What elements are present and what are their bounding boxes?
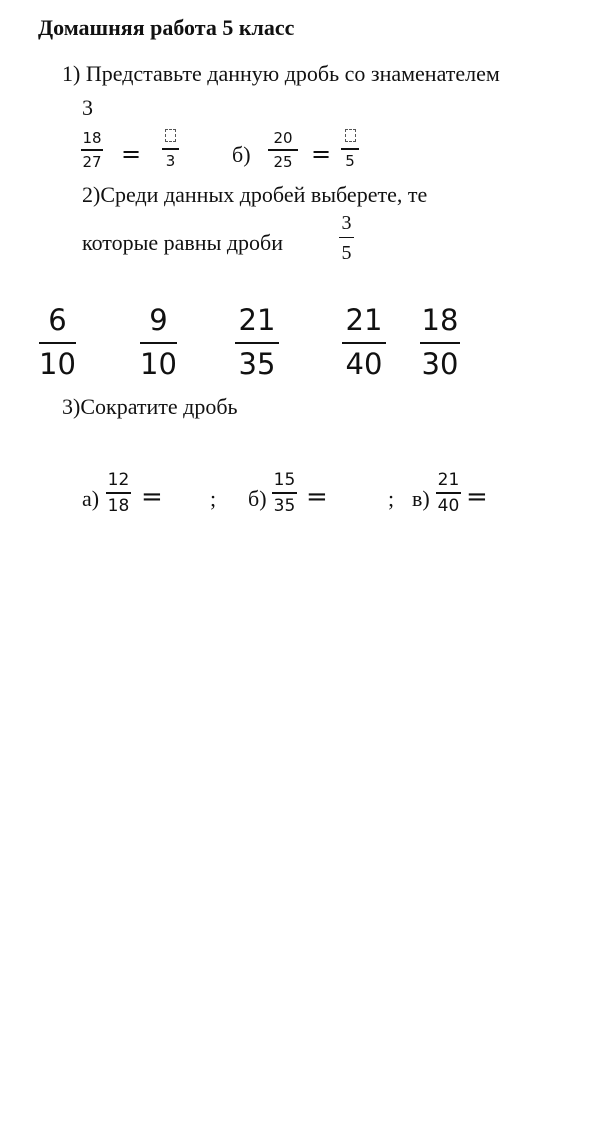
task1-a-fraction <box>81 131 103 170</box>
task3-b-separator: ; <box>388 486 395 511</box>
task1-denominator: 3 <box>82 95 93 120</box>
fraction-denominator: 25 <box>273 152 293 171</box>
task3-c-label: в) <box>412 486 430 511</box>
fraction-denominator: 40 <box>345 347 383 381</box>
task2-fraction-2 <box>140 303 177 381</box>
task3-b-equals: = <box>306 482 328 512</box>
task1-text: 1) Представьте данную дробь со знаменателем <box>62 61 500 86</box>
answer-placeholder-icon[interactable] <box>345 129 356 148</box>
fraction-numerator: 21 <box>345 303 383 337</box>
task1-a-answer-fraction <box>162 129 179 169</box>
fraction-denominator: 27 <box>82 152 102 171</box>
task3-b-fraction <box>272 472 297 515</box>
task2-fraction-3 <box>235 303 279 381</box>
fraction-numerator: 6 <box>48 303 67 337</box>
task2-fraction-4 <box>342 303 386 381</box>
task3-a-separator: ; <box>210 486 217 511</box>
fraction-denominator: 30 <box>421 347 459 381</box>
fraction-numerator: 18 <box>421 303 459 337</box>
fraction-denominator: 5 <box>345 151 355 170</box>
fraction-denominator: 10 <box>39 347 76 381</box>
task1-b-fraction <box>268 131 298 170</box>
fraction-numerator: 21 <box>437 470 460 490</box>
task1-b-answer-fraction <box>341 129 359 169</box>
task2-fraction-5 <box>420 303 460 381</box>
fraction-numerator: 12 <box>107 470 130 490</box>
task2-target-fraction <box>339 213 354 263</box>
fraction-numerator: 20 <box>273 129 293 147</box>
fraction-denominator: 18 <box>107 495 130 516</box>
task3-a-equals: = <box>141 482 163 512</box>
task3-c-equals: = <box>466 482 488 512</box>
task1-b-label: б) <box>232 142 251 167</box>
task2-line1: 2)Среди данных дробей выберете, те <box>82 182 428 207</box>
task1-b-equals: = <box>311 140 332 168</box>
fraction-denominator: 5 <box>341 242 352 265</box>
fraction-numerator: 3 <box>341 212 352 234</box>
fraction-numerator: 9 <box>149 303 168 337</box>
fraction-numerator: 15 <box>273 470 296 490</box>
task1-a-equals: = <box>121 140 142 168</box>
task3-a-label: а) <box>82 486 100 511</box>
task3-a-fraction <box>106 472 131 515</box>
answer-placeholder-icon[interactable] <box>165 129 176 148</box>
task2-fraction-1 <box>39 303 76 381</box>
fraction-numerator: 21 <box>238 303 276 337</box>
fraction-denominator: 35 <box>238 347 276 381</box>
page-title: Домашняя работа 5 класс <box>38 15 295 40</box>
fraction-denominator: 10 <box>140 347 177 381</box>
task3-text: 3)Сократите дробь <box>62 394 238 419</box>
fraction-numerator: 18 <box>82 129 102 147</box>
fraction-denominator: 35 <box>273 495 296 516</box>
fraction-denominator: 40 <box>437 495 460 516</box>
task3-c-fraction <box>436 472 461 515</box>
fraction-denominator: 3 <box>165 151 176 170</box>
task3-b-label: б) <box>248 486 267 511</box>
task2-line2: которые равны дроби <box>82 230 284 255</box>
